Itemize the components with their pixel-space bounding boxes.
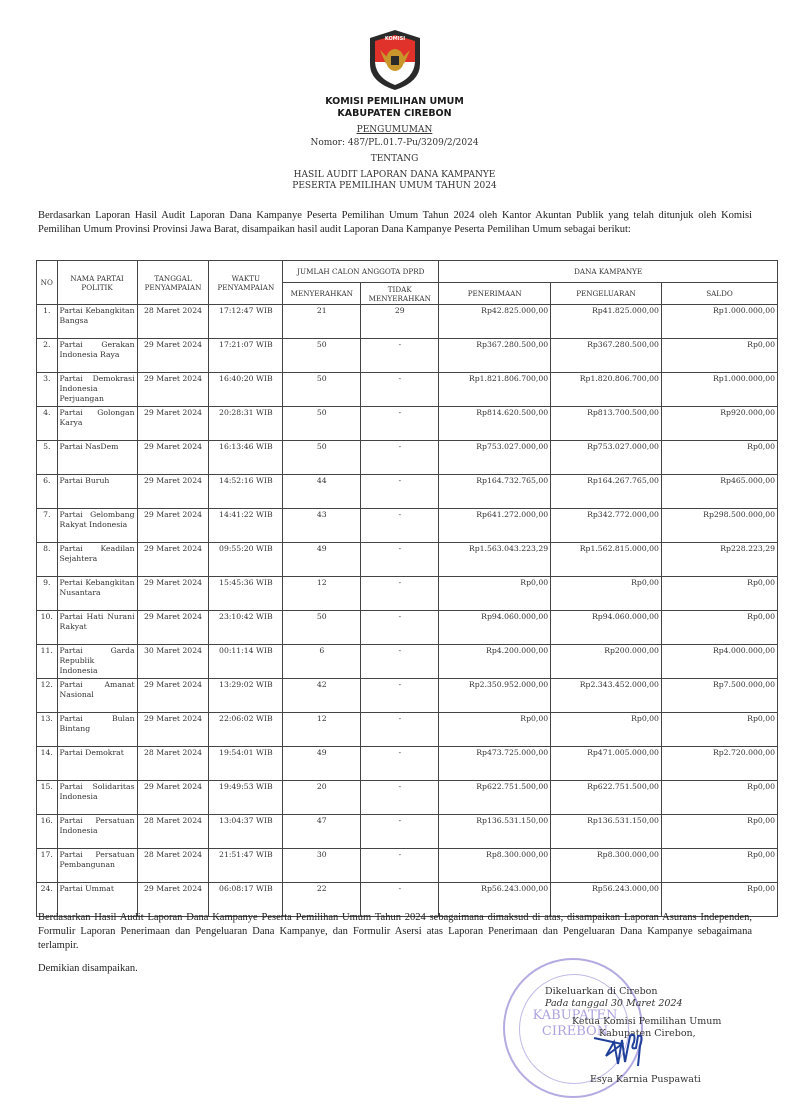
announcement-heading: PENGUMUMAN [356, 125, 433, 135]
table-row [37, 577, 778, 611]
balance-amount: Rp0,00 [661, 713, 777, 747]
table-row [37, 373, 778, 407]
candidates-submitted: 50 [283, 441, 361, 475]
submission-time: 15:45:36 WIB [209, 577, 283, 611]
issued-place: Dikeluarkan di Cirebon [545, 986, 658, 997]
org-line-1: KOMISI PEMILIHAN UMUM [325, 96, 464, 107]
row-number: 9. [37, 577, 58, 611]
candidates-not-submitted: - [361, 475, 439, 509]
balance-amount: Rp0,00 [661, 441, 777, 475]
balance-amount: Rp4.000.000,00 [661, 645, 777, 679]
row-number: 24. [37, 883, 58, 917]
balance-amount: Rp1.000.000,00 [661, 373, 777, 407]
balance-amount: Rp0,00 [661, 577, 777, 611]
submission-time: 00:11:14 WIB [209, 645, 283, 679]
candidates-submitted: 50 [283, 407, 361, 441]
table-row [37, 747, 778, 781]
submission-date: 29 Maret 2024 [137, 339, 209, 373]
header-funds: DANA KAMPANYE [439, 261, 778, 283]
income-amount: Rp1.563.043.223,29 [439, 543, 551, 577]
closing-paragraph: Berdasarkan Hasil Audit Laporan Dana Kampanye Peserta Pemilihan Umum Tahun 2024 sebagaimana dimaksud di atas, disampaikan Laporan Asurans Independen, Formulir Laporan Penerimaan dan Pengeluaran Dana Kampanye, dan Formulir Asersi atas Laporan Penerimaan dan Pengeluaran Dana Kampanye sebagaimana terlampir. [38, 912, 752, 951]
row-number: 13. [37, 713, 58, 747]
candidates-not-submitted: - [361, 815, 439, 849]
expense-amount: Rp753.027.000,00 [551, 441, 662, 475]
party-name: Partai Persatuan Pembangunan [57, 849, 137, 883]
row-number: 5. [37, 441, 58, 475]
table-row [37, 475, 778, 509]
party-name: Pertai Kebangkitan Nusantara [57, 577, 137, 611]
row-number: 10. [37, 611, 58, 645]
candidates-submitted: 50 [283, 611, 361, 645]
submission-time: 22:06:02 WIB [209, 713, 283, 747]
table-row [37, 441, 778, 475]
expense-amount: Rp2.343.452.000,00 [551, 679, 662, 713]
income-amount: Rp0,00 [439, 577, 551, 611]
candidates-submitted: 44 [283, 475, 361, 509]
balance-amount: Rp7.500.000,00 [661, 679, 777, 713]
submission-time: 16:13:46 WIB [209, 441, 283, 475]
balance-amount: Rp2.720.000,00 [661, 747, 777, 781]
table-row [37, 781, 778, 815]
income-amount: Rp753.027.000,00 [439, 441, 551, 475]
candidates-not-submitted: - [361, 339, 439, 373]
submission-date: 29 Maret 2024 [137, 883, 209, 917]
candidates-not-submitted: - [361, 543, 439, 577]
table-row [37, 543, 778, 577]
handwritten-signature-icon [592, 1030, 652, 1070]
candidates-submitted: 6 [283, 645, 361, 679]
candidates-submitted: 47 [283, 815, 361, 849]
income-amount: Rp94.060.000,00 [439, 611, 551, 645]
table-row [37, 645, 778, 679]
row-number: 2. [37, 339, 58, 373]
income-amount: Rp164.732.765,00 [439, 475, 551, 509]
logo-text-top: KOMISI [384, 36, 406, 42]
table-row [37, 509, 778, 543]
row-number: 11. [37, 645, 58, 679]
document-number: Nomor: 487/PL.01.7-Pu/3209/2/2024 [310, 138, 479, 148]
candidates-not-submitted: - [361, 441, 439, 475]
stamp-text-line-1: KABUPATEN [532, 1008, 618, 1023]
header-income: PENERIMAAN [439, 283, 551, 305]
candidates-submitted: 12 [283, 713, 361, 747]
balance-amount: Rp0,00 [661, 339, 777, 373]
party-name: Partai Keadilan Sejahtera [57, 543, 137, 577]
expense-amount: Rp94.060.000,00 [551, 611, 662, 645]
row-number: 6. [37, 475, 58, 509]
balance-amount: Rp1.000.000,00 [661, 305, 777, 339]
balance-amount: Rp298.500.000,00 [661, 509, 777, 543]
balance-amount: Rp0,00 [661, 815, 777, 849]
kpu-emblem-icon [366, 28, 424, 92]
campaign-fund-table [36, 260, 778, 917]
candidates-submitted: 42 [283, 679, 361, 713]
party-name: Partai Hati Nurani Rakyat [57, 611, 137, 645]
submission-time: 19:54:01 WIB [209, 747, 283, 781]
intro-paragraph: Berdasarkan Laporan Hasil Audit Laporan Dana Kampanye Peserta Pemilihan Umum Tahun 2024 oleh Kantor Akuntan Publik yang telah ditunjuk oleh Komisi Pemilihan Umum Provinsi Provinsi Jawa Barat, disampaikan hasil audit Laporan Dana Kampanye Peserta Pemilihan Umum sebagai berikut: [38, 210, 752, 235]
income-amount: Rp4.200.000,00 [439, 645, 551, 679]
row-number: 15. [37, 781, 58, 815]
expense-amount: Rp0,00 [551, 577, 662, 611]
party-name: Partai Demokrasi Indonesia Perjuangan [57, 373, 137, 407]
header-no: NO [37, 261, 58, 305]
party-name: Partai Persatuan Indonesia [57, 815, 137, 849]
submission-date: 29 Maret 2024 [137, 679, 209, 713]
table-row [37, 305, 778, 339]
submission-time: 20:28:31 WIB [209, 407, 283, 441]
submission-date: 28 Maret 2024 [137, 849, 209, 883]
income-amount: Rp622.751.500,00 [439, 781, 551, 815]
candidates-not-submitted: - [361, 747, 439, 781]
submission-time: 19:49:53 WIB [209, 781, 283, 815]
expense-amount: Rp1.562.815.000,00 [551, 543, 662, 577]
row-number: 8. [37, 543, 58, 577]
submission-date: 28 Maret 2024 [137, 747, 209, 781]
expense-amount: Rp56.243.000,00 [551, 883, 662, 917]
candidates-submitted: 50 [283, 373, 361, 407]
candidates-submitted: 21 [283, 305, 361, 339]
balance-amount: Rp0,00 [661, 849, 777, 883]
candidates-not-submitted: - [361, 883, 439, 917]
submission-time: 13:04:37 WIB [209, 815, 283, 849]
table-row [37, 339, 778, 373]
candidates-not-submitted: - [361, 407, 439, 441]
submission-time: 16:40:20 WIB [209, 373, 283, 407]
party-name: Partai NasDem [57, 441, 137, 475]
candidates-submitted: 49 [283, 747, 361, 781]
expense-amount: Rp813.700.500,00 [551, 407, 662, 441]
balance-amount: Rp0,00 [661, 883, 777, 917]
row-number: 4. [37, 407, 58, 441]
header-time: WAKTU PENYAMPAIAN [209, 261, 283, 305]
submission-date: 29 Maret 2024 [137, 713, 209, 747]
income-amount: Rp473.725.000,00 [439, 747, 551, 781]
candidates-not-submitted: - [361, 611, 439, 645]
table-body [37, 305, 778, 917]
org-line-2: KABUPATEN CIREBON [337, 108, 452, 119]
balance-amount: Rp920.000,00 [661, 407, 777, 441]
income-amount: Rp367.280.500,00 [439, 339, 551, 373]
candidates-not-submitted: - [361, 679, 439, 713]
expense-amount: Rp622.751.500,00 [551, 781, 662, 815]
table-row [37, 815, 778, 849]
table-row [37, 849, 778, 883]
candidates-not-submitted: - [361, 577, 439, 611]
header-expense: PENGELUARAN [551, 283, 662, 305]
row-number: 7. [37, 509, 58, 543]
party-name: Partai Buruh [57, 475, 137, 509]
expense-amount: Rp136.531.150,00 [551, 815, 662, 849]
candidates-submitted: 50 [283, 339, 361, 373]
party-name: Partai Gelombang Rakyat Indonesia [57, 509, 137, 543]
submission-time: 17:12:47 WIB [209, 305, 283, 339]
row-number: 14. [37, 747, 58, 781]
party-name: Partai Kebangkitan Bangsa [57, 305, 137, 339]
submission-date: 28 Maret 2024 [137, 305, 209, 339]
submission-date: 29 Maret 2024 [137, 543, 209, 577]
candidates-not-submitted: - [361, 645, 439, 679]
submission-time: 14:41:22 WIB [209, 509, 283, 543]
row-number: 17. [37, 849, 58, 883]
candidates-not-submitted: - [361, 849, 439, 883]
balance-amount: Rp0,00 [661, 781, 777, 815]
party-name: Partai Ummat [57, 883, 137, 917]
table-row [37, 407, 778, 441]
candidates-submitted: 49 [283, 543, 361, 577]
expense-amount: Rp164.267.765,00 [551, 475, 662, 509]
header-submitted: MENYERAHKAN [283, 283, 361, 305]
candidates-submitted: 20 [283, 781, 361, 815]
signer-name: Esya Karnia Puspawati [590, 1074, 701, 1085]
expense-amount: Rp1.820.806.700,00 [551, 373, 662, 407]
stamp-text-line-2: CIREBON [541, 1024, 609, 1039]
expense-amount: Rp342.772.000,00 [551, 509, 662, 543]
balance-amount: Rp228.223,29 [661, 543, 777, 577]
candidates-not-submitted: - [361, 373, 439, 407]
expense-amount: Rp0,00 [551, 713, 662, 747]
submission-date: 29 Maret 2024 [137, 509, 209, 543]
row-number: 16. [37, 815, 58, 849]
subject-line-2: PESERTA PEMILIHAN UMUM TAHUN 2024 [292, 181, 497, 191]
submission-time: 06:08:17 WIB [209, 883, 283, 917]
submission-date: 28 Maret 2024 [137, 815, 209, 849]
candidates-submitted: 12 [283, 577, 361, 611]
submission-time: 13:29:02 WIB [209, 679, 283, 713]
party-name: Partai Demokrat [57, 747, 137, 781]
candidates-not-submitted: - [361, 781, 439, 815]
header-party: NAMA PARTAI POLITIK [57, 261, 137, 305]
header-not-submitted: TIDAK MENYERAHKAN [361, 283, 439, 305]
candidates-not-submitted: 29 [361, 305, 439, 339]
submission-time: 17:21:07 WIB [209, 339, 283, 373]
balance-amount: Rp0,00 [661, 611, 777, 645]
expense-amount: Rp200.000,00 [551, 645, 662, 679]
candidates-submitted: 43 [283, 509, 361, 543]
signer-title-line-1: Ketua Komisi Pemilihan Umum [572, 1016, 722, 1027]
header-balance: SALDO [661, 283, 777, 305]
income-amount: Rp8.300.000,00 [439, 849, 551, 883]
submission-time: 14:52:16 WIB [209, 475, 283, 509]
submission-time: 23:10:42 WIB [209, 611, 283, 645]
organization-name [0, 96, 789, 120]
candidates-not-submitted: - [361, 713, 439, 747]
party-name: Partai Gerakan Indonesia Raya [57, 339, 137, 373]
party-name: Partai Garda Republik Indonesia [57, 645, 137, 679]
about-heading: TENTANG [370, 154, 419, 164]
income-amount: Rp641.272.000,00 [439, 509, 551, 543]
issued-date: Pada tanggal 30 Maret 2024 [545, 998, 683, 1009]
party-name: Partai Solidaritas Indonesia [57, 781, 137, 815]
signer-title-line-2: Kabupaten Cirebon, [599, 1028, 696, 1039]
submission-date: 29 Maret 2024 [137, 373, 209, 407]
party-name: Partai Amanat Nasional [57, 679, 137, 713]
table-row [37, 679, 778, 713]
submission-date: 29 Maret 2024 [137, 577, 209, 611]
income-amount: Rp42.825.000,00 [439, 305, 551, 339]
submission-date: 29 Maret 2024 [137, 441, 209, 475]
submission-date: 29 Maret 2024 [137, 475, 209, 509]
row-number: 1. [37, 305, 58, 339]
expense-amount: Rp41.825.000,00 [551, 305, 662, 339]
header-candidates: JUMLAH CALON ANGGOTA DPRD [283, 261, 439, 283]
income-amount: Rp814.620.500,00 [439, 407, 551, 441]
row-number: 12. [37, 679, 58, 713]
table-row [37, 611, 778, 645]
income-amount: Rp1.821.806.700,00 [439, 373, 551, 407]
party-name: Partai Bulan Bintang [57, 713, 137, 747]
submission-time: 09:55:20 WIB [209, 543, 283, 577]
submission-time: 21:51:47 WIB [209, 849, 283, 883]
submission-date: 29 Maret 2024 [137, 611, 209, 645]
submission-date: 30 Maret 2024 [137, 645, 209, 679]
header-date: TANGGAL PENYAMPAIAN [137, 261, 209, 305]
regards-text: Demikian disampaikan. [38, 963, 138, 974]
submission-date: 29 Maret 2024 [137, 781, 209, 815]
expense-amount: Rp471.005.000,00 [551, 747, 662, 781]
row-number: 3. [37, 373, 58, 407]
candidates-submitted: 22 [283, 883, 361, 917]
subject-line-1: HASIL AUDIT LAPORAN DANA KAMPANYE [293, 170, 496, 180]
income-amount: Rp136.531.150,00 [439, 815, 551, 849]
submission-date: 29 Maret 2024 [137, 407, 209, 441]
balance-amount: Rp465.000,00 [661, 475, 777, 509]
income-amount: Rp56.243.000,00 [439, 883, 551, 917]
candidates-not-submitted: - [361, 509, 439, 543]
candidates-submitted: 30 [283, 849, 361, 883]
expense-amount: Rp8.300.000,00 [551, 849, 662, 883]
table-row [37, 713, 778, 747]
income-amount: Rp0,00 [439, 713, 551, 747]
income-amount: Rp2.350.952.000,00 [439, 679, 551, 713]
expense-amount: Rp367.280.500,00 [551, 339, 662, 373]
party-name: Partai Golongan Karya [57, 407, 137, 441]
